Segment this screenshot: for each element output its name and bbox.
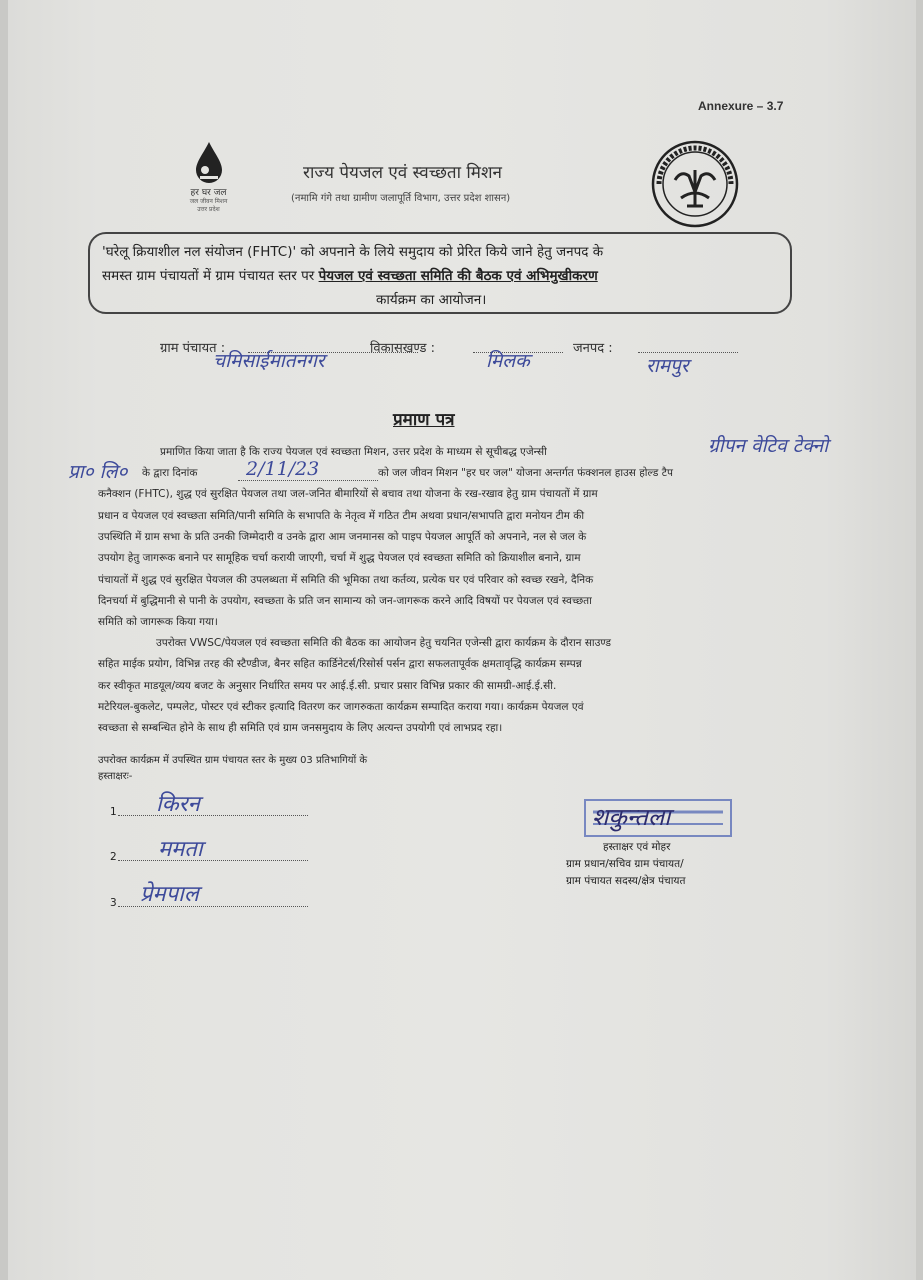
- gram-panchayat-value: चमिसाईमातनगर: [213, 350, 325, 372]
- document-page: [8, 0, 916, 1280]
- para1-line9: समिति को जागरूक किया गया।: [98, 616, 218, 628]
- authority-line1: हस्ताक्षर एवं मोहर: [603, 841, 671, 853]
- participant-1-line: [118, 815, 308, 816]
- para2-line5: स्वच्छता से सम्बन्धित होने के साथ ही समिति एवं ग्राम जनसमुदाय के लिए अत्यन्त उपयोगी एवं लाभप्रद रहा।: [98, 722, 503, 734]
- para1-line6: उपयोग हेतु जागरूक बनाने पर सामूहिक चर्चा करायी जाएगी, चर्चा में शुद्ध पेयजल एवं स्वच्छता समिति को क्रियाशील बनाने, ग्राम: [98, 552, 581, 564]
- program-line1: 'घरेलू क्रियाशील नल संयोजन (FHTC)' को अपनाने के लिये समुदाय को प्रेरित किये जाने हेतु जनपद के: [102, 244, 604, 260]
- header-title: राज्य पेयजल एवं स्वच्छता मिशन: [303, 163, 502, 183]
- para1-line2b: को जल जीवन मिशन "हर घर जल" योजना अन्तर्गत फंक्शनल हाउस होल्ड टैप: [378, 467, 673, 479]
- janpad-value: रामपुर: [646, 355, 689, 377]
- para1-line4: प्रधान व पेयजल एवं स्वच्छता समिति/पानी समिति के सभापति के नेतृत्व में गठित टीम अथवा प्रधान/सभापति द्वारा मनोयन टीम की: [98, 510, 585, 522]
- para1-line3: कनैक्शन (FHTC), शुद्ध एवं सुरक्षित पेयजल तथा जल-जनित बीमारियों से बचाव तथा योजना के रख-रखाव हेतु ग्राम पंचायतों में ग्राम: [98, 488, 598, 500]
- para2-line3: कर स्वीकृत माडयूल/व्यय बजट के अनुसार निर्धारित समय पर आई.ई.सी. प्रचार प्रसार विभिन्न प्रकार की सामग्री-आई.ई.सी.: [98, 680, 557, 692]
- para2-line4: मटेरियल-बुकलेट, पम्पलेट, पोस्टर एवं स्टीकर इत्यादि वितरण कर जागरुकता कार्यक्रम सम्पादित कराया गया। कार्यक्रम पेयजल एवं: [98, 701, 584, 713]
- para1-line2a: के द्वारा दिनांक: [142, 467, 198, 479]
- date-line: [238, 480, 378, 481]
- para1-line5: उपस्थिति में ग्राम सभा के प्रति उनकी जिम्मेदारी व उनके द्वारा आम जनमानस को पाइप पेयजल आपूर्ति को अपनाने, नल से जल के: [98, 531, 587, 543]
- program-title-box: [88, 232, 792, 314]
- signatures-intro-line2: हस्ताक्षरः-: [98, 771, 133, 782]
- program-line3: कार्यक्रम का आयोजन।: [376, 292, 487, 308]
- participant-2-number: 2: [110, 851, 117, 863]
- vikaskhand-label: विकासखण्ड :: [370, 341, 436, 356]
- participant-2-line: [118, 860, 308, 861]
- har-ghar-jal-logo: [166, 140, 251, 214]
- up-government-seal-icon: [651, 140, 739, 228]
- program-line2-text: समस्त ग्राम पंचायतों में ग्राम पंचायत स्तर पर: [102, 268, 319, 284]
- authority-signature: शकुन्तला: [592, 803, 671, 831]
- participant-3-signature: प्रेमपाल: [140, 882, 199, 907]
- para1-line7: पंचायतों में शुद्ध एवं सुरक्षित पेयजल की उपलब्धता में समिति की भूमिका तथा कर्तव्य, प्रत्येक घर एवं परिवार को स्वच्छ रखने, दैनिक: [98, 574, 594, 586]
- logo-line1: हर घर जल: [190, 188, 227, 198]
- participant-1-signature: किरन: [156, 792, 200, 817]
- para1-line8: दिनचर्या में बुद्धिमानी से पानी के उपयोग, स्वच्छता के प्रति जन सामान्य को जन-जागरूक करने आदि विषयों पर पेयजल एवं स्वच्छता: [98, 595, 592, 607]
- gram-panchayat-label: ग्राम पंचायत :: [160, 341, 226, 356]
- annexure-label: Annexure – 3.7: [698, 99, 784, 113]
- vikaskhand-value: मिलक: [486, 350, 530, 372]
- participant-1-number: 1: [110, 806, 117, 818]
- water-drop-icon: [192, 140, 226, 184]
- para1-line1: प्रमाणित किया जाता है कि राज्य पेयजल एवं स्वच्छता मिशन, उत्तर प्रदेश के माध्यम से सूचीबद्ध एजेन्सी: [160, 446, 547, 458]
- agency-name-handwritten: ग्रीपन वेटिव टेक्नो: [708, 435, 829, 457]
- janpad-label: जनपद :: [573, 341, 613, 356]
- logo-line3: उत्तर प्रदेश: [197, 206, 220, 213]
- certificate-title: प्रमाण पत्र: [393, 410, 455, 430]
- para2-line1: उपरोक्त VWSC/पेयजल एवं स्वच्छता समिति की बैठक का आयोजन हेतु चयनित एजेन्सी द्वारा कार्यक्रम के दौरान साउण्ड: [156, 637, 612, 649]
- program-line2: [102, 266, 598, 284]
- para2-line2: सहित माईक प्रयोग, विभिन्न तरह की स्टैण्डीज, बैनर सहित कार्डिनेटर्स/रिसोर्स पर्सन द्वारा सफलतापूर्वक क्षमतावृद्धि कार्यक्रम सम्पन्न: [98, 658, 582, 670]
- authority-line2: ग्राम प्रधान/सचिव ग्राम पंचायत/: [566, 858, 684, 870]
- participant-2-signature: ममता: [158, 837, 203, 862]
- logo-line2: जल जीवन मिशन: [189, 198, 228, 205]
- program-line2-underlined: पेयजल एवं स्वच्छता समिति की बैठक एवं अभिमुखीकरण: [318, 268, 598, 284]
- participant-3-number: 3: [110, 897, 117, 909]
- signatures-intro-line1: उपरोक्त कार्यक्रम में उपस्थित ग्राम पंचायत स्तर के मुख्य 03 प्रतिभागियों के: [98, 755, 368, 766]
- header-subtitle: (नमामि गंगे तथा ग्रामीण जलापूर्ति विभाग, उत्तर प्रदेश शासन): [291, 193, 511, 204]
- authority-line3: ग्राम पंचायत सदस्य/क्षेत्र पंचायत: [566, 875, 686, 887]
- date-handwritten: 2/11/23: [246, 458, 320, 480]
- agency-prefix-handwritten: प्रा० लि०: [68, 461, 128, 483]
